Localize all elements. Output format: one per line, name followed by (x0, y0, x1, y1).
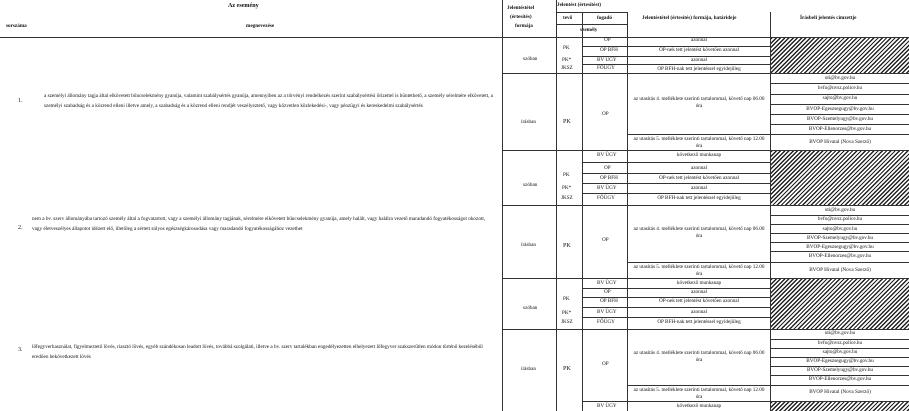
recipient: BVOP-Egeszsegugy@bv.gov.hu (806, 244, 874, 250)
header-sorszama: sorszáma (6, 23, 27, 29)
fogado: OP (604, 37, 611, 43)
recipient: uti@bv.gov.hu (824, 75, 856, 81)
fogado: OP (602, 361, 609, 367)
recipient: BVOP-Ellenorzes@bv.gov.hu (808, 376, 872, 382)
fogado: BV ÜGY (597, 57, 617, 63)
fogado: OP BFH (600, 298, 618, 304)
tevo: JKSZ (561, 319, 573, 325)
form-written: írásban (521, 119, 536, 125)
hatched-cell (771, 402, 909, 411)
fogado: OP (604, 289, 611, 295)
tevo: PK (563, 172, 570, 178)
row-number: 3. (18, 347, 23, 353)
recipient: BVOP-Egeszsegugy@bv.gov.hu (806, 358, 874, 364)
hatched-cell (771, 151, 909, 205)
row-description: lőfegyverhasználat, figyelmeztető lövés, riasztó lövés, egyéb szándékosan leadott lövés, továbbá szolgálati, illetve a bv. szerv tartalékban engedélyezetten elhelyezett lőfegyver szakszerűtlen módon történő kezeléséből eredően bekövetkezett lövés (32, 344, 483, 360)
tevo: PK (563, 119, 571, 125)
header-irasbeli: Írásbeli jelentés címzettje (800, 15, 857, 21)
header-fogado: fogadó (597, 15, 612, 21)
recipient: sajto@bv.gov.hu (822, 226, 858, 232)
form-written: írásban (521, 242, 536, 248)
header-szemely: személy (580, 27, 598, 33)
tevo: PK* (562, 185, 572, 191)
recipient: BVOP Hivatal (Nova Szerző) (809, 267, 871, 273)
header-jelentestetel-2: (értesítés) (510, 14, 532, 20)
deadline: OP BFH-nak tett jelentéssel egyidejűleg (657, 66, 741, 72)
fogado: OP BFH (600, 175, 618, 181)
fogado: OP (602, 237, 609, 243)
deadline: azonnal (690, 165, 708, 171)
deadline: OP BFH-nak tett jelentéssel egyidejűleg (657, 195, 741, 201)
recipient: BVOP-Szemelyugy@bv.gov.hu (806, 116, 874, 122)
fogado: BV ÜGY (597, 185, 617, 191)
recipient: BVOP-Ellenorzes@bv.gov.hu (808, 253, 872, 259)
hatched-cell (771, 279, 909, 329)
deadline: az utasítás 4. melléklete szerinti tartalommal, követő nap 06.00 óra (633, 226, 765, 239)
deadline: OP-nek tett jelentést követően azonnal (658, 47, 740, 53)
deadline: következő munkanap (676, 280, 722, 286)
deadline: az utasítás 5. melléklete szerinti tartalommal, követő nap 12.00 óra (633, 136, 765, 149)
fogado: FŐÜGY (597, 319, 615, 325)
recipient: BVOP Hivatal (Nova Szerző) (809, 139, 871, 145)
header-hatarido: Jelentéstétel (értesítés) formája, határideje (642, 15, 737, 21)
fogado: OP (602, 111, 609, 117)
tevo: PK* (562, 310, 572, 316)
form-oral: szóban (523, 305, 538, 311)
fogado: BV ÜGY (597, 280, 617, 286)
hatched-cell (771, 38, 909, 73)
tevo: JKSZ (561, 65, 573, 71)
recipient: sajto@bv.gov.hu (822, 349, 858, 355)
recipient: bvfo@nvsz.police.hu (817, 85, 863, 91)
form-written: írásban (521, 366, 536, 372)
row-number: 2. (18, 225, 23, 231)
deadline: az utasítás 4. melléklete szerinti tartalommal, követő nap 06.00 óra (633, 350, 765, 363)
recipient: bvfo@nvsz.police.hu (817, 216, 863, 222)
fogado: OP (604, 165, 611, 171)
deadline: következő munkanap (676, 152, 722, 158)
tevo: PK* (562, 57, 572, 63)
deadline: azonnal (690, 57, 708, 63)
deadline: azonnal (690, 289, 708, 295)
recipient: uti@bv.gov.hu (824, 330, 856, 336)
header-tevo: tevő (563, 15, 573, 21)
tevo: PK (563, 45, 570, 51)
fogado: BV ÜGY (597, 152, 617, 158)
header-esemeny: Az esemény (228, 3, 259, 9)
fogado: OP BFH (600, 47, 618, 53)
deadline: az utasítás 5. melléklete szerinti tartalommal, követő nap 12.00 óra (633, 387, 765, 400)
recipient: uti@bv.gov.hu (824, 207, 856, 213)
row-description: nem a bv. szerv állományába tartozó személy által a fogvatartott, vagy a személyi állomány tagjának, sérelmére elkövetett bűncselekmény gyanúja, amely halált, vagy halálra vezető maradandó fogyatékosságot okozott, vagy életveszélyes állapotot idézett elő, illetőleg a sértett súlyos egészségkárosodása vagy maradandó fogyatékosságához vezethet (32, 216, 486, 232)
tevo: PK (563, 243, 571, 249)
form-oral: szóban (523, 56, 538, 62)
tevo: PK (563, 366, 571, 372)
deadline: azonnal (690, 37, 708, 43)
deadline: az utasítás 5. melléklete szerinti tartalommal, követő nap 12.00 óra (633, 264, 765, 277)
fogado: BV ÜGY (597, 403, 617, 409)
header-megnevezese: megnevezése (246, 23, 275, 29)
recipient: BVOP-Szemelyugy@bv.gov.hu (806, 367, 874, 373)
deadline: következő munkanap (676, 403, 722, 409)
recipient: BVOP-Ellenorzes@bv.gov.hu (808, 126, 872, 132)
recipient: bvfo@nvsz.police.hu (817, 340, 863, 346)
form-oral: szóban (523, 182, 538, 188)
deadline: azonnal (690, 185, 708, 191)
fogado: FŐÜGY (597, 65, 615, 71)
row-description: a személyi állomány tagja által elkövetett bűncselekmény gyanúja, valamint szabálysértés gyanúja, amennyiben az a törvényi rendelkezés szerint szabálysértési őrizettel is büntethető, a személy sérelmére elkövetett, a személyi szabadság és a közrend elleni illetve amely, a szabadság és a közrend elleni rendjét veszélyeztető, vagy közvetlen közlekedési-, vagy pénzügyi és kereskedelmi szabálysértés (44, 93, 493, 109)
deadline: OP-nek tett jelentést követően azonnal (658, 175, 740, 181)
tevo: JKSZ (561, 195, 573, 201)
fogado: BV ÜGY (597, 309, 617, 315)
fogado: FŐÜGY (597, 195, 615, 201)
deadline: OP BFH-nak tett jelentéssel egyidejűleg (657, 319, 741, 325)
recipient: BVOP Hivatal (Nova Szerző) (809, 389, 871, 395)
deadline: az utasítás 4. melléklete szerinti tartalommal, követő nap 06.00 óra (633, 96, 765, 109)
header-jelentestetel-1: Jelentéstétel (507, 5, 535, 11)
header-jelentest: Jelentést (értesítést) (557, 2, 601, 8)
recipient: BVOP-Szemelyugy@bv.gov.hu (806, 235, 874, 241)
header-jelentestetel-3: formája (515, 23, 533, 29)
tevo: PK (563, 296, 570, 302)
recipient: sajto@bv.gov.hu (822, 95, 858, 101)
deadline: azonnal (690, 309, 708, 315)
recipient: BVOP-Egeszsegugy@bv.gov.hu (806, 106, 874, 112)
deadline: OP-nek tett jelentést követően azonnal (658, 298, 740, 304)
row-number: 1. (18, 98, 23, 104)
